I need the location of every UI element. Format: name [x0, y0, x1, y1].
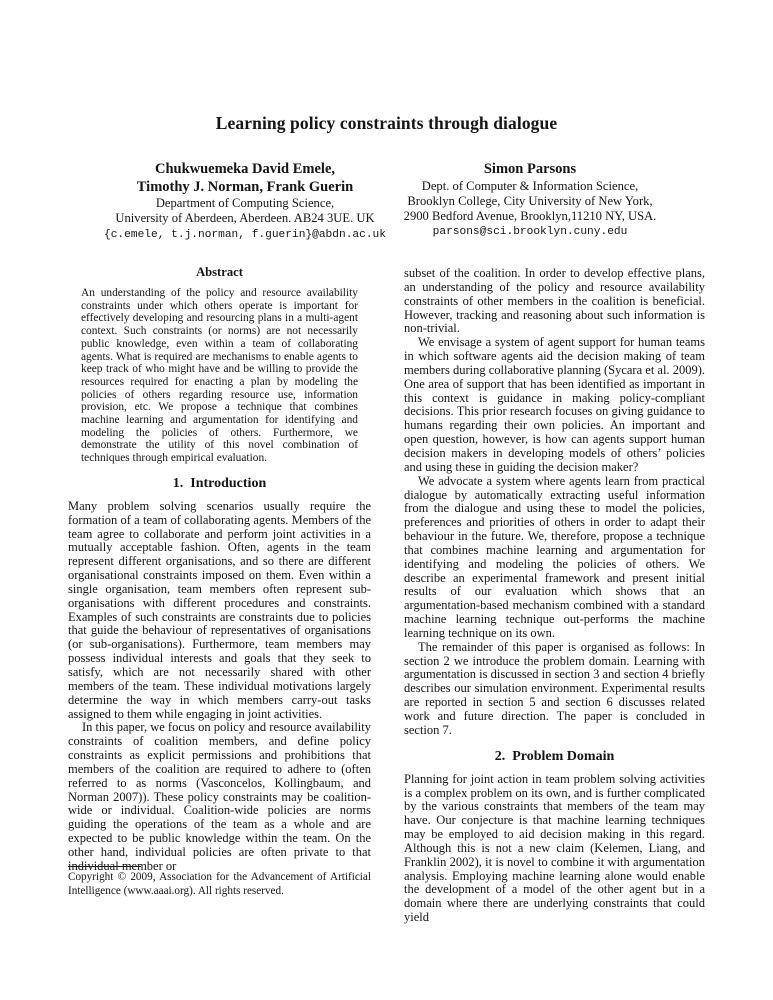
author-affiliation-line: Department of Computing Science,: [155, 196, 335, 210]
introduction-paragraph: In this paper, we focus on policy and resource availability constraints of coalition members, and define policy constraints as explicit permissions and prohibitions that members of the coalition are required to adhere to (often referred to as norms (Vasconcelos, Kollingbaum, and Norman 2007)). These policy constraints may be coalition-wide or individual. Coalition-wide policies are norms guiding the operations of the team as a whole and are expected to be public knowledge within the team. On the other hand, individual policies are often private to that individual member or: [68, 720, 371, 873]
author-name-line: Simon Parsons: [483, 161, 577, 177]
copyright-footnote: [68, 866, 371, 898]
problem-domain-paragraph: Planning for joint action in team problem solving activities is a complex problem on its own, and is further complicated by the various constraints that members of the team may have. Our conjecture is that machine learning techniques may be employed to aid decision making in this regard. Although this is not a new claim (Kelemen, Liang, and Franklin 2002), it is novel to combine it with argumentation analysis. Employing machine learning alone would enable the development of a model of the other agent but in a domain where there are underlying constraints that could yield: [404, 771, 705, 925]
author-block-emele-norman-guerin: [57, 161, 433, 243]
introduction-paragraph: Many problem solving scenarios usually require the formation of a team of collaborating agents. Members of the team agree to collaborate and perform joint activities in a mutually acceptable fashion. Often, agents in the team represent different organisations, and so there are different organisational constraints imposed on them. Even within a single organisation, team members often represent sub-organisations with different procedures and constraints. Examples of such constraints are constraints due to policies that guide the behaviour of representatives of organisations (or sub-organisations). Furthermore, team members may possess individual interests and goals that they seek to satisfy, which are not necessarily shared with other members of the team. These individual motivations largely determine the way in which members carry-out tasks assigned to them while engaging in joint activities.: [68, 498, 371, 721]
author-name-line: Timothy J. Norman, Frank Guerin: [136, 178, 354, 195]
section-heading-problem-domain: 2. Problem Domain: [494, 748, 615, 764]
copyright-text: Copyright © 2009, Association for the Advancement of Artificial Intelligence (www.aaai.org). All rights reserved.: [68, 871, 371, 897]
introduction-paragraph: We envisage a system of agent support for human teams in which software agents aid the decision making of team members during collaborative planning (Sycara et al. 2009). One area of support that has been identified as important in this context is guidance in making policy-compliant decisions. This prior research focuses on giving guidance to humans regarding their own policies. An important and open question, however, is how can agents support human decision makers in developing models of others’ policies and using these in guiding the decision maker?: [404, 335, 705, 474]
abstract-heading: Abstract: [196, 265, 243, 279]
author-email: parsons@sci.brooklyn.cuny.edu: [432, 226, 628, 239]
abstract-text: An understanding of the policy and resource availability constraints under which others operate is important for effectively developing and resourcing plans in a multi-agent context. Such constraints (or norms) are not necessarily public knowledge, even within a team of collaborating agents. What is required are mechanisms to enable agents to keep track of who might have and be willing to provide the resources required for enacting a plan by modeling the policies of others regarding resource use, information provision, etc. We propose a technique that combines machine learning and argumentation for identifying and modeling the policies of others. Furthermore, we demonstrate the utility of this novel combination of techniques through empirical evaluation.: [81, 287, 358, 465]
author-affiliation-line: 2900 Bedford Avenue, Brooklyn,11210 NY, USA.: [403, 209, 657, 224]
page-title: Learning policy constraints through dialogue: [215, 113, 558, 133]
left-column: [68, 265, 371, 898]
footnote-rule: [68, 866, 141, 867]
introduction-paragraph-continued: subset of the coalition. In order to develop effective plans, an understanding of the policy and resource availability constraints of other members in the coalition is beneficial. However, tracking and reasoning about such information is non-trivial.: [404, 266, 705, 336]
section-heading-introduction: 1. Introduction: [172, 475, 267, 491]
introduction-paragraph: We advocate a system where agents learn from practical dialogue by automatically extracting useful information from the dialogue and using these to model the policies, preferences and priorities of others in order to adapt their behaviour in the future. We, therefore, propose a technique that combines machine learning and argumentation for identifying and modeling the policies of others. We describe an experimental framework and present initial results of our evaluation which shows that an argumentation-based mechanism combined with a standard machine learning technique out-performs the machine learning technique on its own.: [404, 473, 705, 640]
author-name-line: Chukwuemeka David Emele,: [154, 161, 336, 177]
author-affiliation-line: Dept. of Computer & Information Science,: [421, 178, 639, 193]
author-block-parsons: [382, 161, 678, 240]
introduction-paragraph: The remainder of this paper is organised as follows: In section 2 we introduce the problem domain. Learning with argumentation is discussed in section 3 and section 4 briefly describes our simulation environment. Experimental results are reported in section 5 and section 6 discusses related work and future direction. The paper is concluded in section 7.: [404, 639, 705, 737]
author-affiliation-line: University of Aberdeen, Aberdeen. AB24 3UE. UK: [115, 211, 375, 226]
author-affiliation-line: Brooklyn College, City University of New York,: [407, 193, 653, 208]
author-email: {c.emele, t.j.norman, f.guerin}@abdn.ac.uk: [104, 228, 386, 241]
right-column: [404, 267, 705, 925]
